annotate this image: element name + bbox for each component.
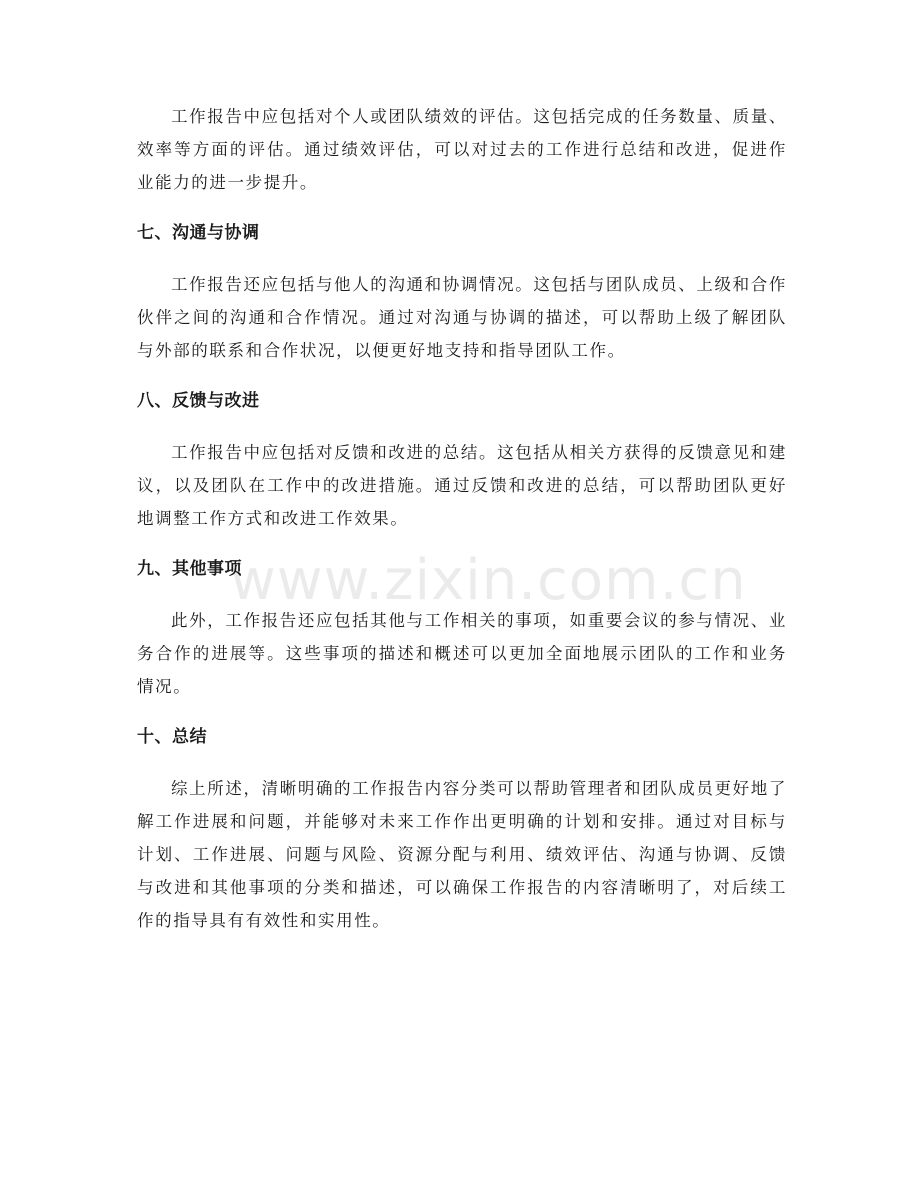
- heading-other-matters: 九、其他事项: [137, 559, 242, 579]
- heading-summary: 十、总结: [137, 727, 207, 747]
- heading-feedback: 八、反馈与改进: [137, 391, 260, 411]
- paragraph-communication: 工作报告还应包括与他人的沟通和协调情况。这包括与团队成员、上级和合作伙伴之间的沟通和合作情况。通过对沟通与协调的描述，可以帮助上级了解团队与外部的联系和合作状况，以便更好地支持和指导团队工作。: [137, 275, 787, 360]
- paragraph-summary: 综上所述，清晰明确的工作报告内容分类可以帮助管理者和团队成员更好地了解工作进展和问题，并能够对未来工作作出更明确的计划和安排。通过对目标与计划、工作进展、问题与风险、资源分配与利用、绩效评估、沟通与协调、反馈与改进和其他事项的分类和描述，可以确保工作报告的内容清晰明了，对后续工作的指导具有有效性和实用性。: [137, 779, 787, 930]
- heading-communication: 七、沟通与协调: [137, 223, 260, 243]
- document-body: [137, 100, 787, 937]
- paragraph-feedback: 工作报告中应包括对反馈和改进的总结。这包括从相关方获得的反馈意见和建议，以及团队在工作中的改进措施。通过反馈和改进的总结，可以帮助团队更好地调整工作方式和改进工作效果。: [137, 443, 787, 528]
- watermark: www.zixin.com.cn: [230, 548, 747, 613]
- paragraph-performance: 工作报告中应包括对个人或团队绩效的评估。这包括完成的任务数量、质量、效率等方面的评估。通过绩效评估，可以对过去的工作进行总结和改进，促进作业能力的进一步提升。: [137, 107, 787, 192]
- paragraph-other-matters: 此外，工作报告还应包括其他与工作相关的事项，如重要会议的参与情况、业务合作的进展等。这些事项的描述和概述可以更加全面地展示团队的工作和业务情况。: [137, 611, 787, 696]
